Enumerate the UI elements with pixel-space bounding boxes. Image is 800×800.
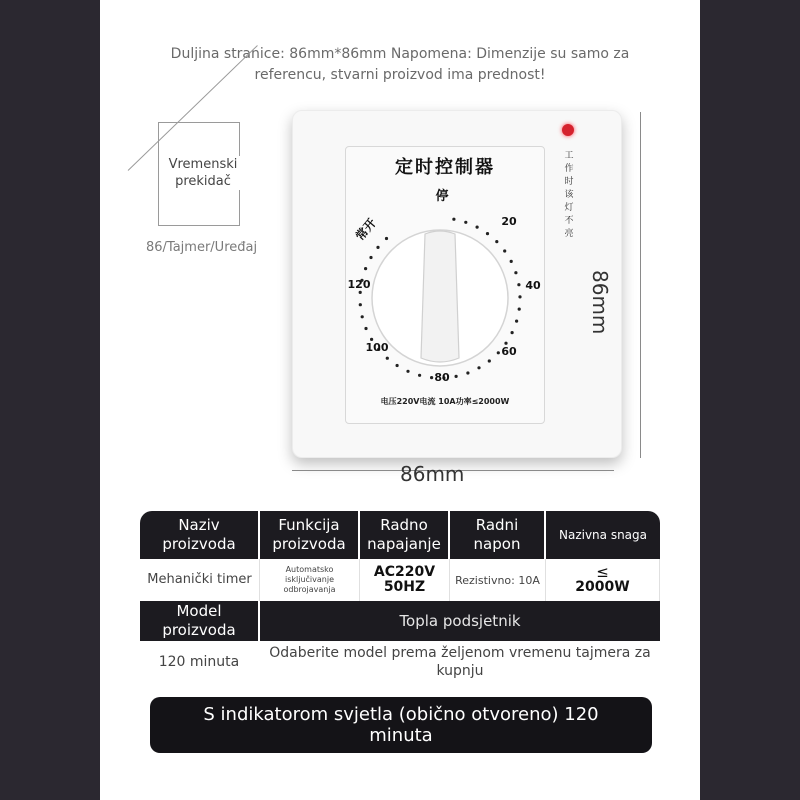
dial-label-20: 20 bbox=[501, 215, 517, 228]
dial-tick bbox=[455, 375, 458, 378]
dial-tick bbox=[396, 364, 399, 367]
dial-tick bbox=[418, 374, 421, 377]
dial-tick bbox=[359, 303, 362, 306]
spec-model-value-row bbox=[140, 641, 660, 683]
dial-tick bbox=[452, 218, 455, 221]
dial-tick bbox=[510, 260, 513, 263]
width-dimension: 86mm bbox=[400, 462, 465, 486]
dial-label-100: 100 bbox=[365, 341, 389, 354]
device-title: 定时控制器 bbox=[395, 157, 495, 178]
height-measure-line bbox=[640, 112, 641, 458]
spec-header-power: Nazivna snaga bbox=[558, 527, 648, 542]
spec-model-header: Model proizvoda bbox=[140, 601, 260, 641]
dial-tick bbox=[385, 237, 388, 240]
dial-tick bbox=[477, 366, 480, 369]
spec-header-function: Funkcija proizvoda bbox=[260, 511, 360, 559]
always-on-label: 常开 bbox=[352, 215, 380, 244]
left-dark-stripe bbox=[0, 0, 100, 800]
knob-grip bbox=[421, 231, 459, 362]
dial-tick bbox=[376, 246, 379, 249]
height-dimension: 86mm bbox=[588, 270, 612, 335]
mini-caption: 86/Tajmer/Uređaj bbox=[146, 240, 258, 255]
spec-tip-value: Odaberite model prema željenom vremenu tajmera za kupnju bbox=[269, 645, 651, 679]
indicator-text: 工作时该灯不亮 bbox=[564, 151, 574, 239]
spec-table bbox=[140, 511, 660, 683]
dimension-note: Duljina stranice: 86mm*86mm Napomena: Dimenzije su samo za referencu, stvarni proizvod ima prednost! bbox=[170, 46, 630, 83]
rating-text: 电压220V电流 10A功率≤2000W bbox=[380, 397, 510, 406]
dial-tick bbox=[359, 291, 362, 294]
dial-tick bbox=[464, 221, 467, 224]
power-le-symbol: ≤ bbox=[596, 563, 609, 581]
dial-tick bbox=[497, 351, 500, 354]
indicator-led bbox=[562, 124, 574, 136]
dial-tick bbox=[495, 240, 498, 243]
dial-tick bbox=[518, 308, 521, 311]
spec-model-value: 120 minuta bbox=[140, 641, 260, 683]
spec-tip-header: Topla podsjetnik bbox=[260, 601, 660, 641]
spec-header-voltage: Radni napon bbox=[450, 511, 546, 559]
spec-value-voltage: Rezistivno: 10A bbox=[450, 559, 546, 601]
dial-tick bbox=[518, 295, 521, 298]
dial-tick bbox=[511, 331, 514, 334]
dial-tick bbox=[514, 271, 517, 274]
dial-tick bbox=[406, 370, 409, 373]
dial-tick bbox=[517, 283, 520, 286]
spec-header-supply: Radno napajanje bbox=[360, 511, 450, 559]
spec-value-function: Automatsko isključivanje odbrojavanja bbox=[260, 559, 360, 601]
dial-tick bbox=[476, 226, 479, 229]
mini-label: Vremenski prekidač bbox=[160, 156, 246, 190]
dial-tick bbox=[486, 232, 489, 235]
dial-tick bbox=[503, 249, 506, 252]
spec-value-power bbox=[546, 559, 660, 601]
dial-tick bbox=[515, 320, 518, 323]
power-value: 2000W bbox=[575, 579, 630, 595]
spec-value-supply: AC220V 50HZ bbox=[360, 559, 450, 601]
stop-label: 停 bbox=[435, 189, 449, 204]
dial-tick bbox=[466, 371, 469, 374]
dial-label-80: 80 bbox=[434, 371, 450, 384]
dial-tick bbox=[488, 359, 491, 362]
dial-tick bbox=[386, 357, 389, 360]
dial-tick bbox=[364, 327, 367, 330]
timer-dial[interactable] bbox=[345, 180, 545, 395]
spec-value-name: Mehanički timer bbox=[140, 559, 260, 601]
dial-label-40: 40 bbox=[525, 279, 541, 292]
dial-tick bbox=[430, 376, 433, 379]
spec-header-row bbox=[140, 511, 660, 559]
spec-values-row bbox=[140, 559, 660, 601]
dial-label-60: 60 bbox=[501, 345, 517, 358]
right-dark-stripe bbox=[700, 0, 800, 800]
feature-banner: S indikatorom svjetla (obično otvoreno) 120 minuta bbox=[150, 697, 652, 753]
spec-model-header-row bbox=[140, 601, 660, 641]
dial-tick bbox=[364, 267, 367, 270]
dial-tick bbox=[369, 256, 372, 259]
dial-tick bbox=[361, 315, 364, 318]
spec-header-name: Naziv proizvoda bbox=[140, 511, 260, 559]
dial-label-120: 120 bbox=[347, 278, 371, 291]
